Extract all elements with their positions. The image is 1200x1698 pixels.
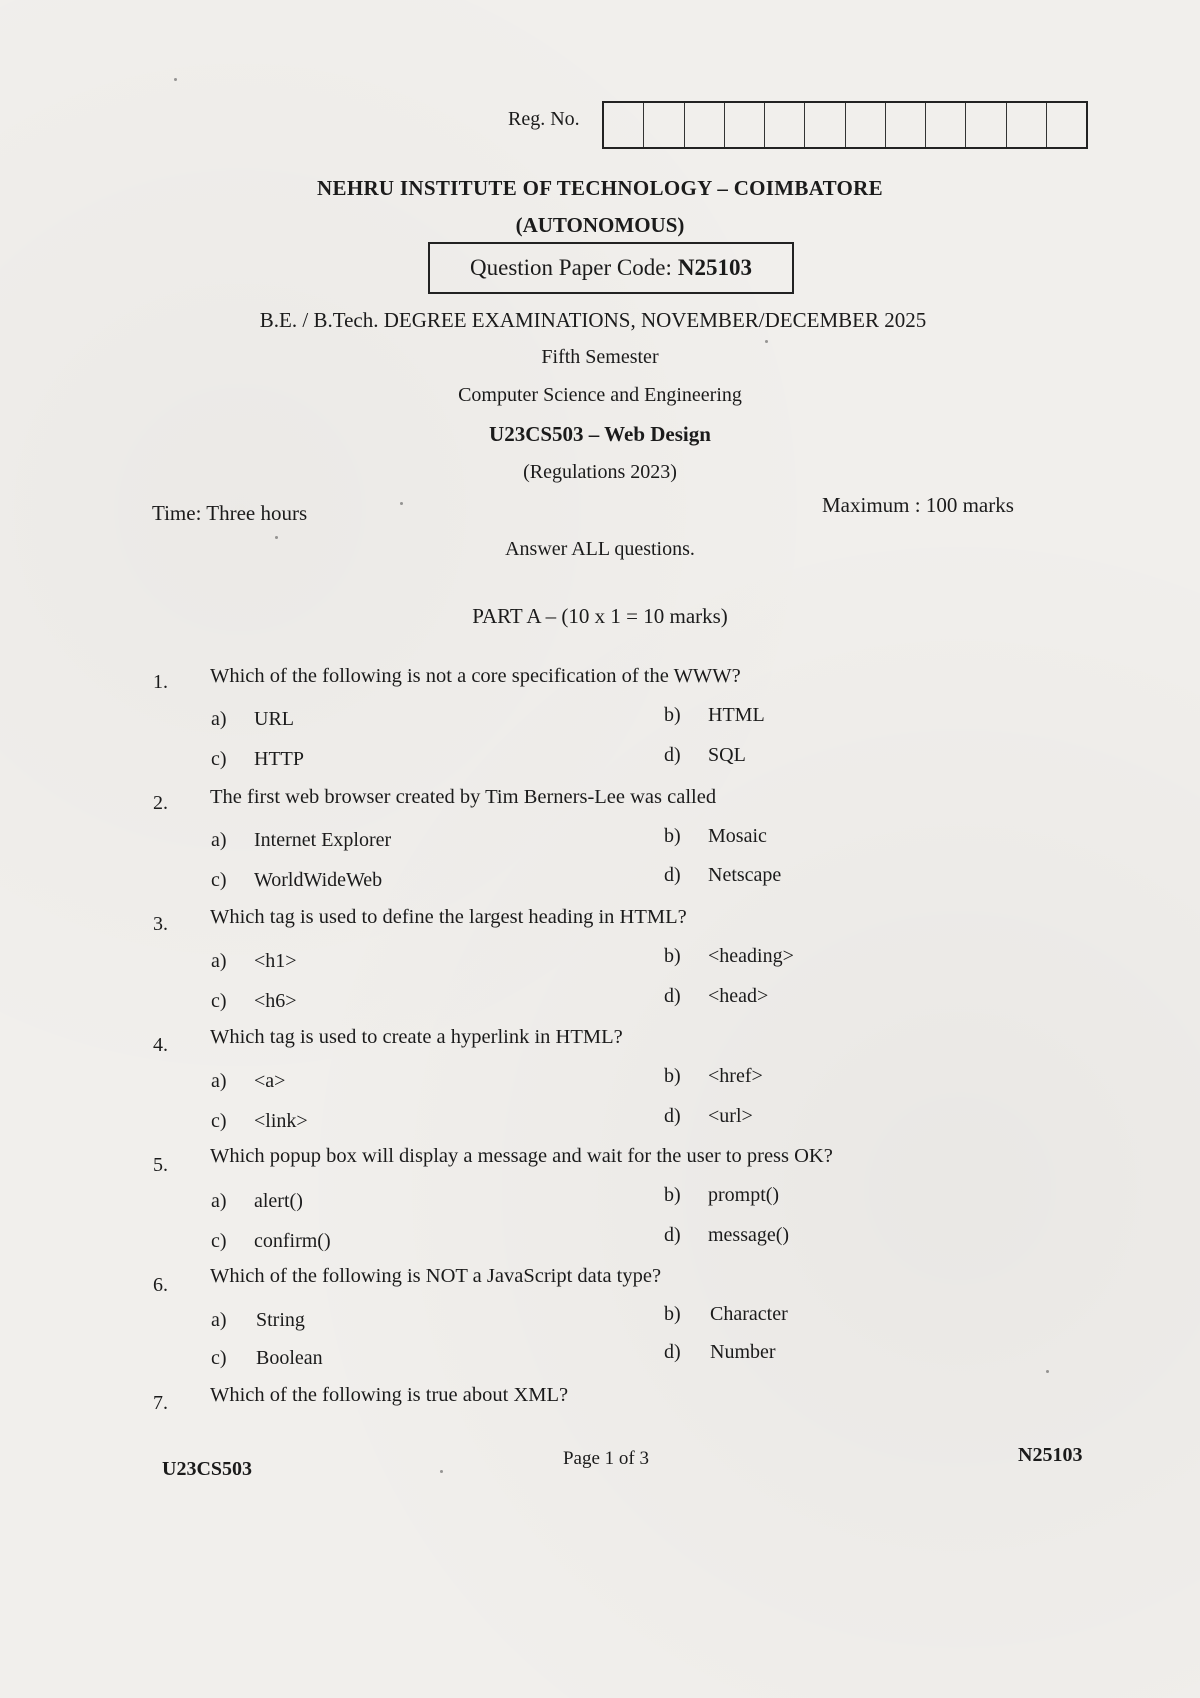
question-paper-code-box (428, 242, 794, 294)
option-label: b) (664, 1184, 681, 1206)
option-text: URL (254, 708, 294, 730)
footer-paper-code: N25103 (1018, 1444, 1083, 1466)
reg-no-cell[interactable] (644, 103, 684, 147)
instructions: Answer ALL questions. (505, 538, 695, 560)
scan-speck (440, 1470, 443, 1473)
reg-no-cell[interactable] (846, 103, 886, 147)
exam-title: B.E. / B.Tech. DEGREE EXAMINATIONS, NOVEMBER/DECEMBER 2025 (259, 308, 927, 332)
option-text: String (256, 1309, 305, 1331)
option-text: confirm() (254, 1230, 331, 1252)
option-label: d) (664, 1341, 681, 1363)
scan-speck (1046, 1370, 1049, 1373)
question-text: Which popup box will display a message and wait for the user to press OK? (210, 1145, 833, 1167)
scan-speck (275, 536, 278, 539)
option-text: <url> (708, 1105, 753, 1127)
option-text: HTML (708, 704, 765, 726)
maximum-marks: Maximum : 100 marks (822, 493, 1014, 517)
footer-course-code: U23CS503 (162, 1458, 253, 1480)
option-text: message() (708, 1224, 790, 1246)
reg-no-cell[interactable] (805, 103, 845, 147)
reg-no-boxes[interactable] (602, 101, 1088, 149)
option-label: c) (211, 1110, 227, 1132)
question-text: Which of the following is true about XML? (210, 1384, 569, 1406)
option-text: Character (710, 1303, 788, 1325)
institute-name: NEHRU INSTITUTE OF TECHNOLOGY – COIMBATORE (317, 176, 883, 200)
option-text: Boolean (256, 1347, 323, 1369)
option-text: WorldWideWeb (254, 869, 383, 891)
option-text: Netscape (708, 864, 782, 886)
scan-speck (765, 340, 768, 343)
option-label: d) (664, 1105, 681, 1127)
option-label: c) (211, 748, 227, 770)
scan-speck (174, 78, 177, 81)
option-label: a) (211, 708, 227, 730)
question-text: Which tag is used to define the largest heading in HTML? (210, 906, 687, 928)
option-text: <href> (708, 1065, 763, 1087)
department: Computer Science and Engineering (458, 384, 742, 406)
qp-code-label: Question Paper Code: (470, 255, 672, 280)
reg-no-cell[interactable] (765, 103, 805, 147)
option-text: <h1> (254, 950, 297, 972)
reg-no-cell[interactable] (685, 103, 725, 147)
option-label: b) (664, 1303, 681, 1325)
reg-no-cell[interactable] (926, 103, 966, 147)
question-number: 4. (153, 1034, 168, 1056)
option-text: SQL (708, 744, 746, 766)
reg-no-cell[interactable] (1047, 103, 1086, 147)
reg-no-cell[interactable] (604, 103, 644, 147)
reg-no-cell[interactable] (725, 103, 765, 147)
option-label: b) (664, 704, 681, 726)
option-label: a) (211, 950, 227, 972)
question-text: Which of the following is NOT a JavaScript data type? (210, 1265, 662, 1287)
question-number: 3. (153, 913, 168, 935)
option-label: c) (211, 869, 227, 891)
option-label: c) (211, 990, 227, 1012)
question-number: 1. (153, 671, 168, 693)
scan-speck (400, 502, 403, 505)
question-text: Which tag is used to create a hyperlink in HTML? (210, 1026, 623, 1048)
option-label: a) (211, 1070, 227, 1092)
option-text: prompt() (708, 1184, 780, 1206)
semester: Fifth Semester (541, 346, 659, 368)
reg-no-label: Reg. No. (508, 108, 580, 130)
option-label: a) (211, 829, 227, 851)
option-label: d) (664, 1224, 681, 1246)
option-label: b) (664, 825, 681, 847)
reg-no-cell[interactable] (966, 103, 1006, 147)
option-label: d) (664, 985, 681, 1007)
option-text: Number (710, 1341, 776, 1363)
footer-page-number: Page 1 of 3 (562, 1448, 649, 1469)
reg-no-cell[interactable] (1007, 103, 1047, 147)
option-text: <h6> (254, 990, 297, 1012)
time-allowed: Time: Three hours (152, 501, 308, 525)
question-text: The first web browser created by Tim Berners-Lee was called (210, 786, 717, 808)
option-label: b) (664, 1065, 681, 1087)
option-label: a) (211, 1190, 227, 1212)
question-number: 7. (153, 1392, 168, 1414)
reg-no-cell[interactable] (886, 103, 926, 147)
option-label: b) (664, 945, 681, 967)
autonomous-label: (AUTONOMOUS) (515, 213, 685, 237)
question-text: Which of the following is not a core specification of the WWW? (210, 665, 741, 687)
option-text: <heading> (708, 945, 794, 967)
option-text: <a> (254, 1070, 286, 1092)
subject-title: U23CS503 – Web Design (489, 422, 711, 446)
option-text: <head> (708, 985, 769, 1007)
regulations: (Regulations 2023) (523, 461, 677, 483)
question-number: 2. (153, 792, 168, 814)
option-label: d) (664, 744, 681, 766)
option-text: alert() (254, 1190, 303, 1212)
option-text: Internet Explorer (254, 829, 392, 851)
option-label: a) (211, 1309, 227, 1331)
option-text: <link> (254, 1110, 308, 1132)
question-number: 5. (153, 1154, 168, 1176)
option-label: c) (211, 1347, 227, 1369)
option-text: Mosaic (708, 825, 767, 847)
option-label: c) (211, 1230, 227, 1252)
question-number: 6. (153, 1274, 168, 1296)
option-label: d) (664, 864, 681, 886)
part-a-heading: PART A – (10 x 1 = 10 marks) (472, 604, 728, 628)
qp-code-value: N25103 (677, 255, 752, 280)
option-text: HTTP (254, 748, 304, 770)
